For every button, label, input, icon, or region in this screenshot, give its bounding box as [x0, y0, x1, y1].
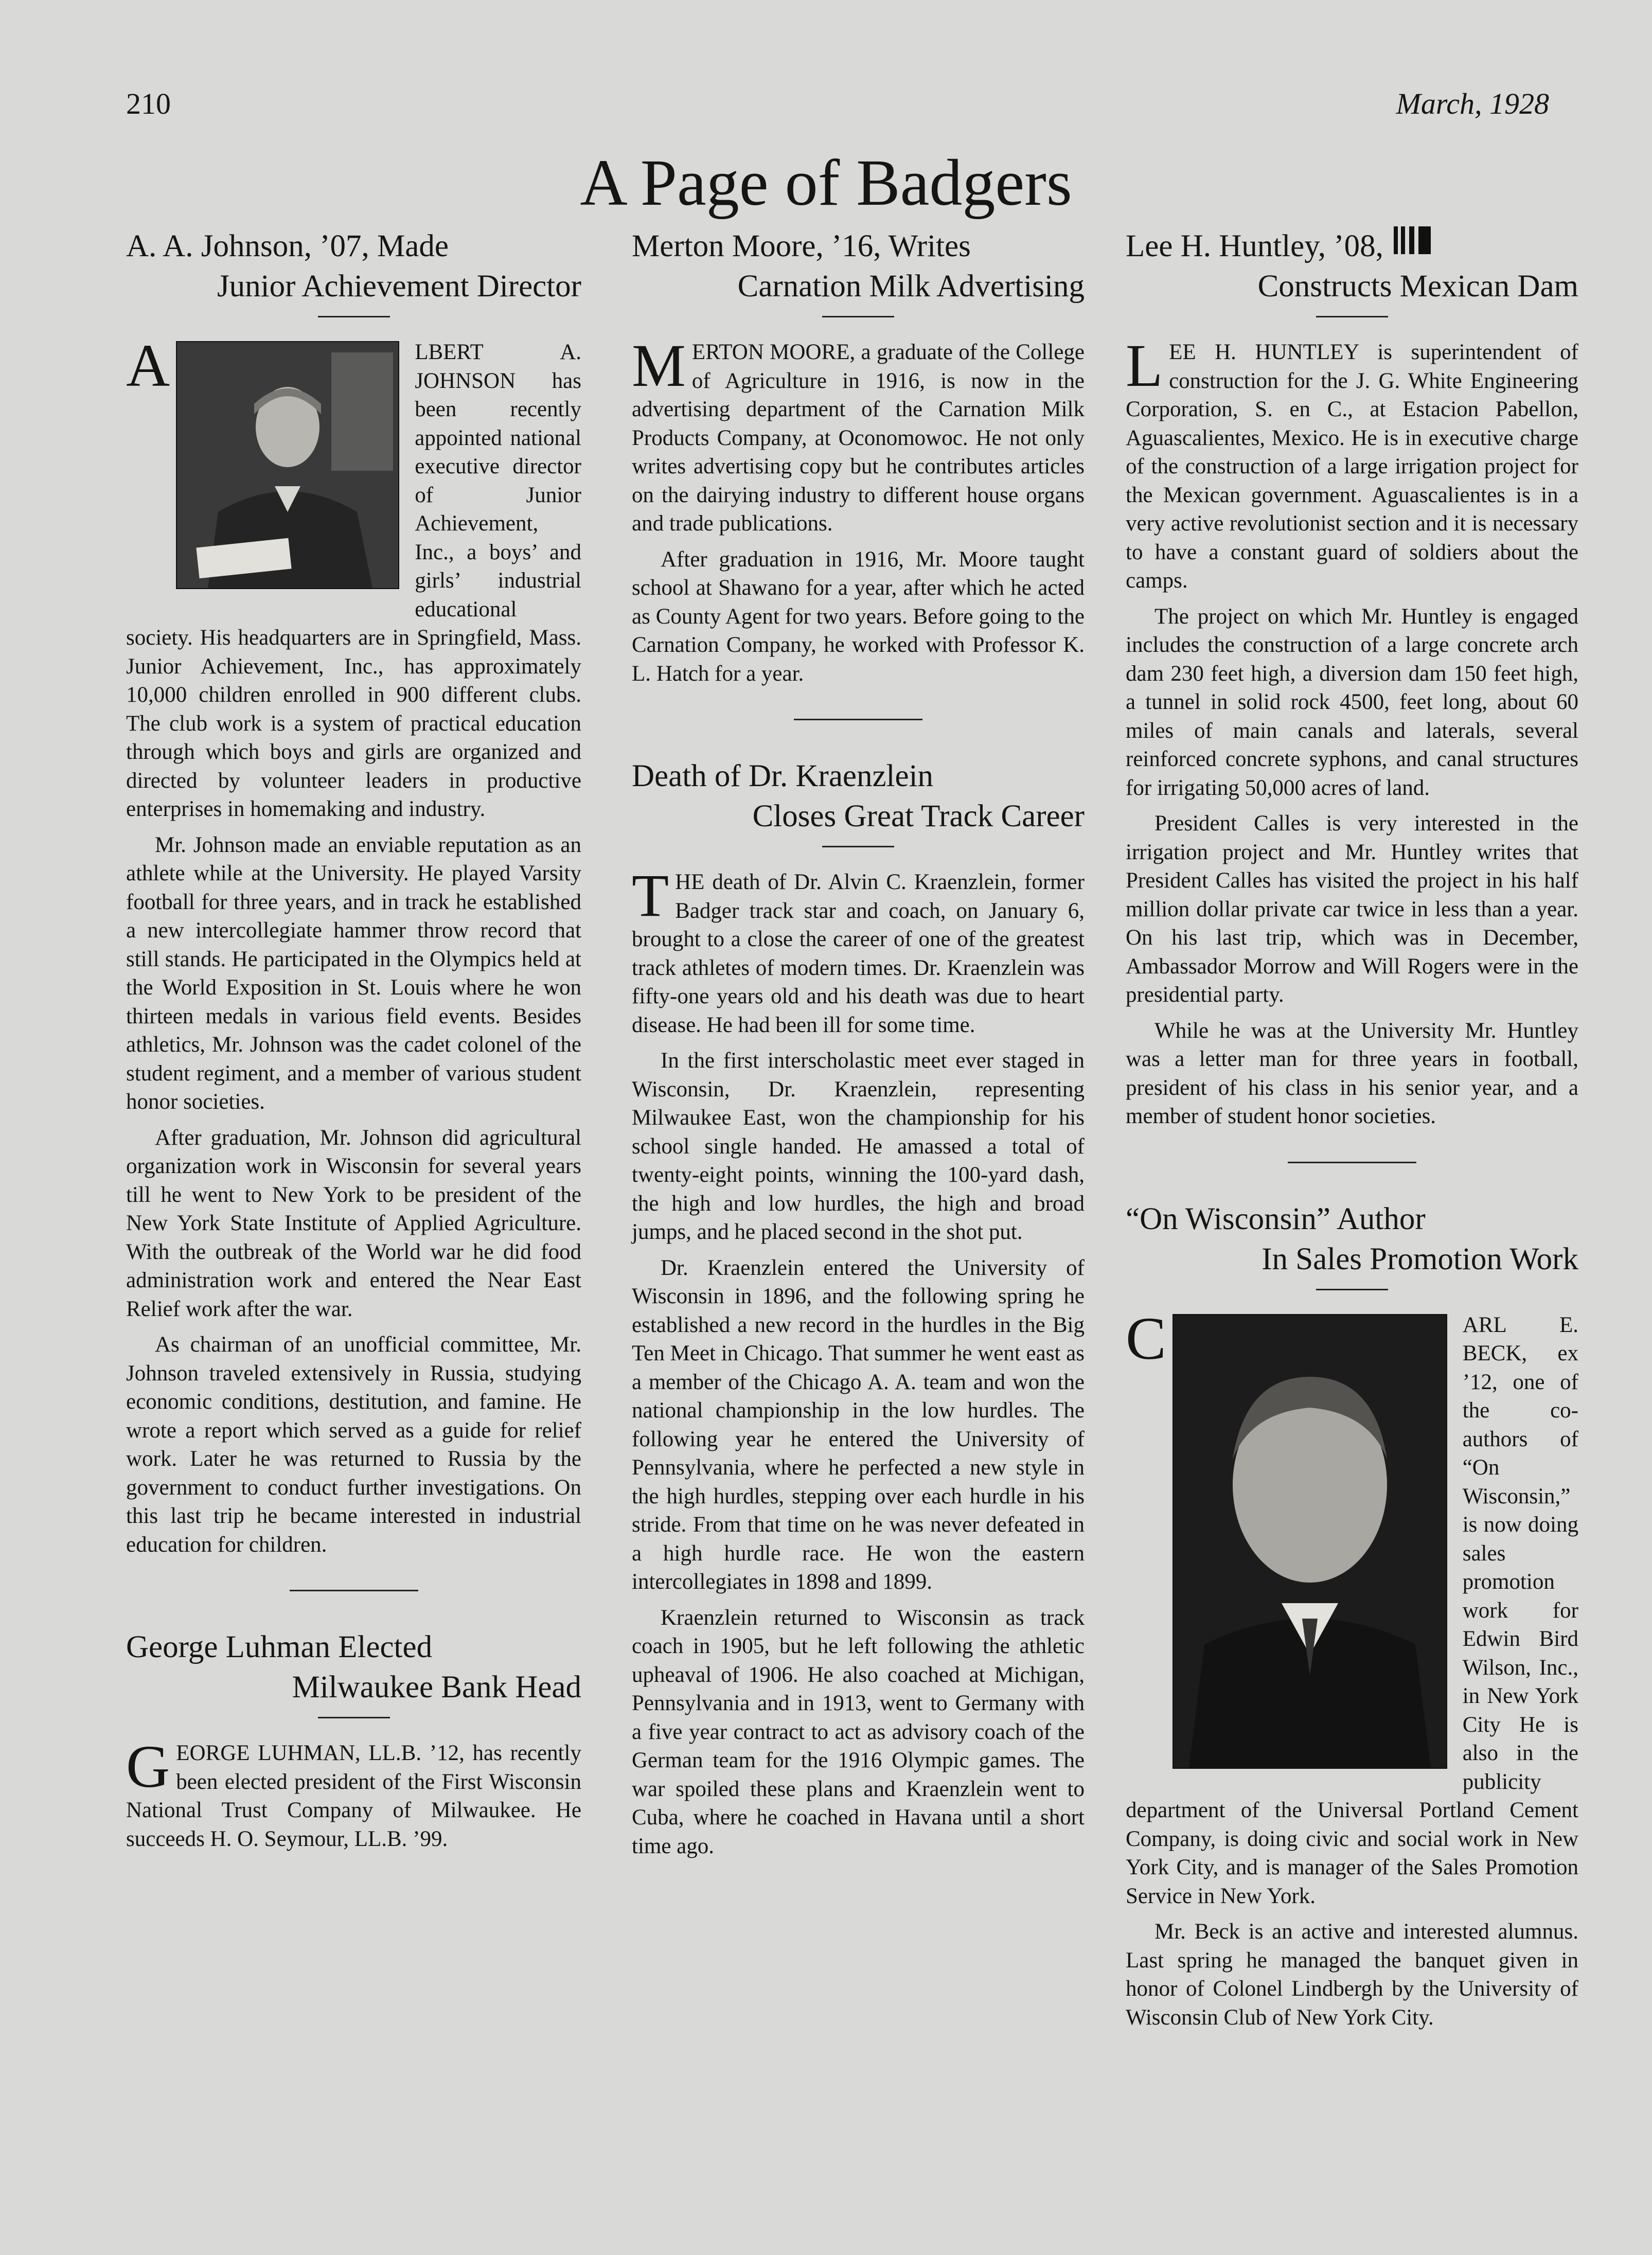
article-body — [632, 332, 1085, 688]
signet-mark-icon — [1394, 226, 1431, 254]
headline-rule — [1316, 316, 1388, 317]
paragraph: After graduation, Mr. Johnson did agricultural organization work in Wisconsin for several years till he went to New York to be president of the New York State Institute of Applied Agriculture. With the outbreak of the World war he did food administration work and entered the Near East Relief work after the war. — [126, 1125, 581, 1321]
paragraph: Kraenzlein returned to Wisconsin as track coach in 1905, but he left following the athletic upheaval of 1906. He also coached at Michigan, Pennsylvania and in 1913, went to Germany with a five year contract to act as advisory coach of the German team for the 1916 Olympic games. The war spoiled these plans and Kraenzlein went to Cuba, where he coached in Havana until a short time ago. — [632, 1605, 1085, 1858]
column-middle — [632, 226, 1085, 1881]
headline-line-1: Merton Moore, ’16, Writes — [632, 229, 971, 263]
paragraph-text: EORGE LUHMAN, LL.B. ’12, has recently been elected president of the First Wisconsin National Trust Company of Milwaukee. He succeeds H. O. Seymour, LL.B. ’99. — [126, 1741, 581, 1851]
paragraph — [632, 332, 1085, 538]
portrait-photo-johnson — [176, 341, 399, 589]
headline-line-1: A. A. Johnson, ’07, Made — [126, 229, 449, 263]
headline-line-2: In Sales Promotion Work — [1262, 1241, 1578, 1276]
paragraph — [1126, 1304, 1578, 1911]
article-johnson — [126, 226, 581, 1559]
article-body — [126, 332, 581, 1559]
article-huntley — [1126, 226, 1578, 1131]
page-number: 210 — [126, 87, 171, 120]
article-body — [1126, 1304, 1578, 2032]
paragraph: In the first interscholastic meet ever staged in Wisconsin, Dr. Kraenzlein, representing Milwaukee East, won the championship for his school single handed. He amassed a total of twenty-eight points, winning the 100-yard dash, the high and low hurdles, the high and broad jumps, and he placed second in the shot put. — [632, 1049, 1085, 1244]
paragraph-text: EE H. HUNTLEY is superintendent of construction for the J. G. White Engineering Corporation, S. en C., at Estacion Pabellon, Aguascalientes, Mexico. He is in executive charge of the construction of a large irrigation project for the Mexican government. Aguascalientes is in a very active revolutionist section and it is necessary to have a constant guard of soldiers about the camps. — [1126, 340, 1578, 593]
headline-kraenzlein — [632, 756, 1085, 837]
issue-date: March, 1928 — [1396, 87, 1549, 120]
section-divider — [290, 1590, 418, 1591]
paragraph: Mr. Beck is an active and interested alumnus. Last spring he managed the banquet given in honor of Colonel Lindbergh by the University of Wisconsin Club of New York City. — [1126, 1920, 1578, 2030]
drop-cap: L — [1126, 332, 1163, 399]
column-right — [1126, 226, 1578, 2052]
paragraph: The project on which Mr. Huntley is engaged includes the construction of a large concrete arch dam 230 feet high, a diversion dam 150 feet high, a tunnel in solid rock 4500, feet long, about 60 miles of main canals and laterals, several reinforced concrete syphons, and canal structures for irrigating 50,000 acres of land. — [1126, 604, 1578, 800]
drop-cap: C — [1126, 1304, 1166, 1372]
portrait-photo-icon — [1174, 1315, 1446, 1768]
article-moore — [632, 226, 1085, 688]
headline-line-1 — [1126, 226, 1578, 267]
portrait-photo-beck — [1173, 1314, 1447, 1769]
headline-line-2: Milwaukee Bank Head — [292, 1670, 581, 1704]
headline-line-2: Carnation Milk Advertising — [737, 269, 1085, 304]
headline-rule — [822, 846, 894, 847]
column-left — [126, 226, 581, 1874]
section-divider — [794, 719, 922, 720]
paragraph-text: ERTON MOORE, a graduate of the College of Agriculture in 1916, is now in the advertising department of the Carnation Milk Products Company, at Oconomowoc. He not only writes advertising copy but he contributes articles on the dairying industry to different house organs and trade publications. — [632, 340, 1085, 536]
paragraph: Dr. Kraenzlein entered the University of Wisconsin in 1896, and the following spring he established a new record in the hurdles in the Big Ten Meet in Chicago. That summer he went east as a member of the Chicago A. A. team and won the national championship in the low hurdles. The following year he entered the University of Pennsylvania, where he perfected a new style in the high hurdles, stepping over each hurdle in his stride. From that time on he was never defeated in a high hurdle race. He won the eastern intercollegiates in 1898 and 1899. — [632, 1255, 1085, 1594]
headline-moore — [632, 226, 1085, 307]
article-body — [632, 862, 1085, 1860]
headline-line-2: Junior Achievement Director — [217, 269, 581, 304]
paragraph — [126, 332, 581, 824]
headline-line-2: Constructs Mexican Dam — [1257, 269, 1578, 304]
paragraph: After graduation in 1916, Mr. Moore taught school at Shawano for a year, after which he acted as County Agent for two years. Before going to the Carnation Company, he worked with Professor K. L. Hatch for a year. — [632, 547, 1085, 686]
drop-cap: A — [126, 332, 170, 399]
drop-cap: T — [632, 862, 669, 929]
headline-line-1: George Luhman Elected — [126, 1630, 433, 1664]
paragraph: As chairman of an unofficial committee, Mr. Johnson traveled extensively in Russia, studying economic conditions, destitution, and famine. He wrote a report which served as a guide for relief work. Later he was returned to Russia by the government to conduct further investigations. On this last trip he became interested in industrial education for children. — [126, 1333, 581, 1557]
headline-beck — [1126, 1199, 1578, 1280]
paragraph: President Calles is very interested in the irrigation project and Mr. Huntley writes that President Calles has visited the project in his half million dollar private car twice in less than a year. On his last trip, which was in December, Ambassador Morrow and Will Rogers were in the presidential party. — [1126, 811, 1578, 1007]
headline-rule — [1316, 1289, 1388, 1290]
running-head — [126, 86, 1549, 122]
headline-johnson — [126, 226, 581, 307]
page-title: A Page of Badgers — [580, 146, 1072, 219]
paragraph-text: HE death of Dr. Alvin C. Kraenzlein, former Badger track star and coach, on January 6, brought to a close the career of one of the greatest track athletes of modern times. Dr. Kraenzlein was fifty-one years old and his death was due to heart disease. He had been ill for some time. — [632, 870, 1085, 1037]
article-beck — [1126, 1199, 1578, 2032]
article-body — [126, 1733, 581, 1853]
paragraph — [1126, 332, 1578, 595]
paragraph — [632, 862, 1085, 1039]
headline-line-1: Death of Dr. Kraenzlein — [632, 759, 934, 793]
headline-line-2: Closes Great Track Career — [752, 799, 1085, 833]
article-luhman — [126, 1627, 581, 1853]
headline-line-1-text: Lee H. Huntley, ’08, — [1126, 229, 1383, 263]
paragraph-text: ARL E. BECK, ex ’12, one of the co-authors of “On Wisconsin,” is now doing sales promotion work for Edwin Bird Wilson, Inc., in New York City He is also in the publicity department of the Universal Portland Cement Company, is doing civic and social work in New York City, and is manager of the Sales Promotion Service in New York. — [1126, 1312, 1578, 1908]
article-kraenzlein — [632, 756, 1085, 1860]
paragraph: While he was at the University Mr. Huntley was a letter man for three years in football, president of his class in his senior year, and a member of student honor societies. — [1126, 1018, 1578, 1128]
headline-line-1: “On Wisconsin” Author — [1126, 1201, 1426, 1236]
article-body — [1126, 332, 1578, 1131]
paragraph — [126, 1733, 581, 1853]
headline-huntley — [1126, 226, 1578, 307]
drop-cap: M — [632, 332, 686, 399]
headline-luhman — [126, 1627, 581, 1708]
drop-cap: G — [126, 1733, 170, 1800]
portrait-photo-icon — [177, 342, 398, 588]
paragraph: Mr. Johnson made an enviable reputation as an athlete while at the University. He played Varsity football for three years, and in track he established a new intercollegiate hammer throw record that still stands. He participated in the Olympics held at the World Exposition in St. Louis where he won thirteen medals in various field events. Besides athletics, Mr. Johnson was the cadet colonel of the student regiment, and a member of various student honor societies. — [126, 832, 581, 1114]
paragraph-text: LBERT A. JOHNSON has been recently appointed national executive director of Junior Achievement, Inc., a boys’ and girls’ industrial educational society. His headquarters are in Springfield, Mass. Junior Achievement, Inc., has approximately 10,000 children enrolled in 900 different clubs. The club work is a system of practical education through which boys and girls are organized and directed by volunteer leaders in productive enterprises in homemaking and industry. — [126, 340, 581, 821]
headline-rule — [822, 316, 894, 317]
section-divider — [1288, 1162, 1416, 1163]
headline-rule — [318, 316, 390, 317]
headline-rule — [318, 1717, 390, 1718]
